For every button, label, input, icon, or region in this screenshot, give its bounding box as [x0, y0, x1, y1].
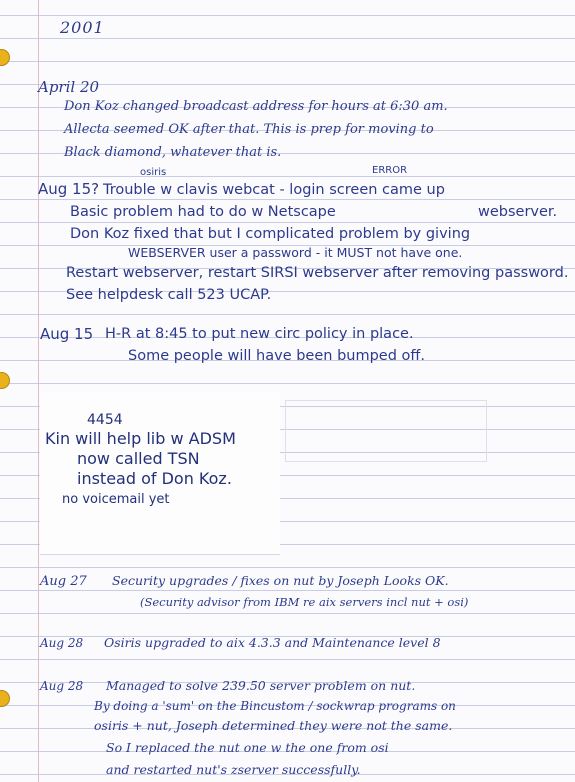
entry-date: Aug 28	[40, 636, 84, 650]
entry-date: Aug 15?	[38, 180, 100, 198]
entry-line: So I replaced the nut one w the one from osi	[106, 740, 389, 755]
entry-date: Aug 27	[40, 574, 87, 589]
sticky-number: 4454	[87, 412, 123, 428]
entry-line: H-R at 8:45 to put new circ policy in place.	[105, 326, 414, 342]
sticky-line: no voicemail yet	[62, 492, 170, 507]
entry-line: Managed to solve 239.50 server problem on nut.	[106, 678, 416, 693]
page-year: 2001	[60, 18, 105, 37]
annotation-osiris: osiris	[140, 167, 167, 178]
entry-line: Don Koz fixed that but I complicated problem by giving	[70, 226, 471, 242]
entry-line: Some people will have been bumped off.	[128, 348, 426, 364]
entry-line: Security upgrades / fixes on nut by Joseph Looks OK.	[112, 573, 449, 588]
entry-line: Allecta seemed OK after that. This is prep for moving to	[64, 122, 434, 137]
entry-date: April 20	[38, 78, 100, 96]
faded-box	[285, 400, 487, 462]
margin-line	[38, 0, 39, 782]
entry-line: Trouble w clavis webcat - login screen came up	[103, 182, 445, 198]
entry-line: Osiris upgraded to aix 4.3.3 and Maintenance level 8	[104, 635, 441, 650]
entry-line: osiris + nut, Joseph determined they were not the same.	[94, 718, 453, 733]
entry-line: By doing a 'sum' on the Bincustom / sockwrap programs on	[94, 699, 456, 713]
entry-line: See helpdesk call 523 UCAP.	[66, 287, 272, 303]
entry-date: Aug 28	[40, 679, 84, 693]
entry-line: (Security advisor from IBM re aix servers incl nut + osi)	[140, 595, 469, 609]
entry-line: Black diamond, whatever that is.	[64, 145, 282, 160]
sticky-line: Kin will help lib w ADSM	[45, 429, 236, 448]
entry-line: and restarted nut's zserver successfully.	[106, 762, 361, 777]
annotation-error: ERROR	[372, 165, 408, 176]
entry-line: Restart webserver, restart SIRSI webserver after removing password.	[66, 265, 569, 281]
entry-line: webserver.	[478, 204, 558, 220]
entry-line: WEBSERVER user a password - it MUST not have one.	[128, 245, 463, 260]
sticky-line: instead of Don Koz.	[77, 469, 232, 488]
entry-line: Don Koz changed broadcast address for hours at 6:30 am.	[64, 99, 448, 114]
entry-line: Basic problem had to do w Netscape	[70, 204, 336, 220]
entry-date: Aug 15	[40, 325, 94, 343]
sticky-line: now called TSN	[77, 449, 200, 468]
